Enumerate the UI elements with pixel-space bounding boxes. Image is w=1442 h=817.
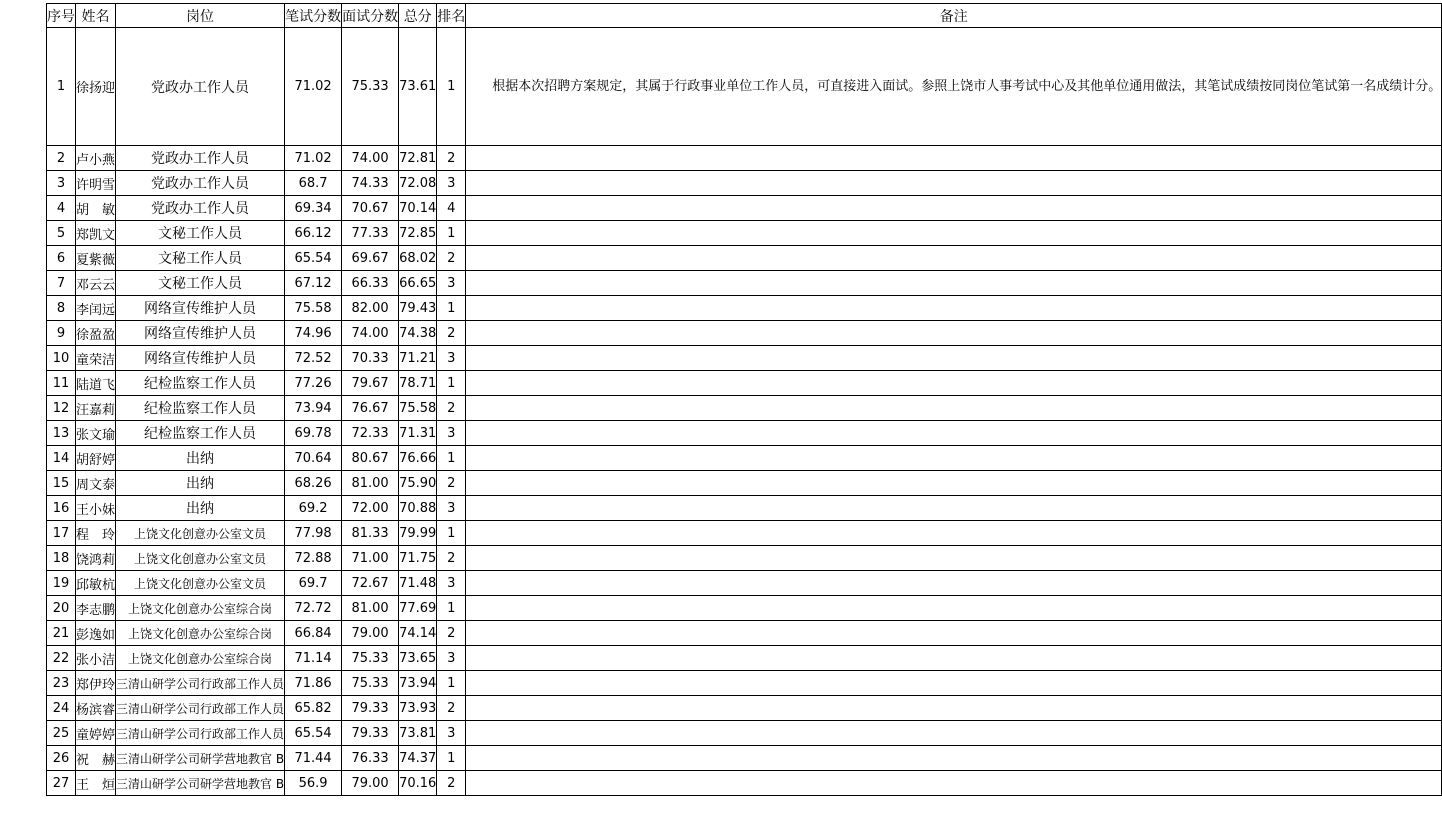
interview-score-cell: 72.00 [342, 496, 399, 521]
total-score-cell: 75.58 [399, 396, 437, 421]
table-row [47, 421, 1442, 446]
total-score-cell: 73.61 [399, 28, 437, 146]
position-cell: 文秘工作人员 [116, 246, 285, 271]
position-cell: 党政办工作人员 [116, 146, 285, 171]
position-cell: 党政办工作人员 [116, 171, 285, 196]
seq-cell: 18 [47, 546, 76, 571]
table-row [47, 171, 1442, 196]
interview-score-cell: 75.33 [342, 671, 399, 696]
name-cell: 彭逸如 [76, 621, 116, 646]
seq-cell: 4 [47, 196, 76, 221]
seq-cell: 15 [47, 471, 76, 496]
interview-score-cell: 79.33 [342, 696, 399, 721]
empty-note-cell [466, 771, 1442, 796]
total-score-cell: 71.75 [399, 546, 437, 571]
empty-note-cell [466, 496, 1442, 521]
position-cell: 三清山研学公司行政部工作人员 [116, 696, 285, 721]
interview-score-cell: 79.33 [342, 721, 399, 746]
written-score-cell: 71.86 [285, 671, 342, 696]
table-row [47, 771, 1442, 796]
rank-cell: 2 [437, 246, 466, 271]
written-score-cell: 72.72 [285, 596, 342, 621]
position-cell: 上饶文化创意办公室综合岗 [116, 596, 285, 621]
total-score-cell: 73.94 [399, 671, 437, 696]
total-score-cell: 71.31 [399, 421, 437, 446]
header-rank: 排名 [437, 4, 466, 28]
rank-cell: 3 [437, 346, 466, 371]
position-cell: 出纳 [116, 446, 285, 471]
table-row [47, 371, 1442, 396]
written-score-cell: 73.94 [285, 396, 342, 421]
rank-cell: 3 [437, 171, 466, 196]
written-score-cell: 75.58 [285, 296, 342, 321]
rank-cell: 1 [437, 371, 466, 396]
total-score-cell: 66.65 [399, 271, 437, 296]
header-seq: 序号 [47, 4, 76, 28]
position-cell: 出纳 [116, 496, 285, 521]
interview-score-cell: 80.67 [342, 446, 399, 471]
table-row [47, 446, 1442, 471]
rank-cell: 1 [437, 521, 466, 546]
empty-note-cell [466, 321, 1442, 346]
interview-score-cell: 76.67 [342, 396, 399, 421]
interview-score-cell: 81.00 [342, 596, 399, 621]
header-total: 总分 [399, 4, 437, 28]
position-cell: 上饶文化创意办公室文员 [116, 521, 285, 546]
rank-cell: 3 [437, 571, 466, 596]
interview-score-cell: 75.33 [342, 646, 399, 671]
table-row [47, 521, 1442, 546]
rank-cell: 2 [437, 471, 466, 496]
position-cell: 网络宣传维护人员 [116, 296, 285, 321]
total-score-cell: 72.81 [399, 146, 437, 171]
written-score-cell: 70.64 [285, 446, 342, 471]
total-score-cell: 77.69 [399, 596, 437, 621]
position-cell: 党政办工作人员 [116, 28, 285, 146]
rank-cell: 2 [437, 396, 466, 421]
empty-note-cell [466, 246, 1442, 271]
total-score-cell: 73.65 [399, 646, 437, 671]
table-row [47, 646, 1442, 671]
position-cell: 文秘工作人员 [116, 271, 285, 296]
rank-cell: 3 [437, 271, 466, 296]
table-row [47, 746, 1442, 771]
name-cell: 祝 赫 [76, 746, 116, 771]
rank-cell: 1 [437, 28, 466, 146]
name-cell: 周文泰 [76, 471, 116, 496]
seq-cell: 24 [47, 696, 76, 721]
interview-score-cell: 72.67 [342, 571, 399, 596]
position-cell: 纪检监察工作人员 [116, 371, 285, 396]
total-score-cell: 68.02 [399, 246, 437, 271]
empty-note-cell [466, 696, 1442, 721]
position-cell: 上饶文化创意办公室综合岗 [116, 646, 285, 671]
name-cell: 童荣洁 [76, 346, 116, 371]
total-score-cell: 70.88 [399, 496, 437, 521]
total-score-cell: 70.16 [399, 771, 437, 796]
interview-score-cell: 70.33 [342, 346, 399, 371]
name-cell: 张小洁 [76, 646, 116, 671]
written-score-cell: 66.84 [285, 621, 342, 646]
table-row [47, 571, 1442, 596]
interview-score-cell: 75.33 [342, 28, 399, 146]
written-score-cell: 67.12 [285, 271, 342, 296]
name-cell: 杨滨睿 [76, 696, 116, 721]
header-name: 姓名 [76, 4, 116, 28]
interview-score-cell: 81.00 [342, 471, 399, 496]
empty-note-cell [466, 446, 1442, 471]
empty-note-cell [466, 721, 1442, 746]
name-cell: 邓云云 [76, 271, 116, 296]
written-score-cell: 66.12 [285, 221, 342, 246]
interview-score-cell: 79.00 [342, 771, 399, 796]
empty-note-cell [466, 421, 1442, 446]
name-cell: 徐盈盈 [76, 321, 116, 346]
position-cell: 上饶文化创意办公室文员 [116, 546, 285, 571]
seq-cell: 2 [47, 146, 76, 171]
table-row [47, 596, 1442, 621]
position-cell: 上饶文化创意办公室文员 [116, 571, 285, 596]
name-cell: 徐扬迎 [76, 28, 116, 146]
interview-score-cell: 79.00 [342, 621, 399, 646]
written-score-cell: 69.34 [285, 196, 342, 221]
interview-score-cell: 66.33 [342, 271, 399, 296]
table-row [47, 221, 1442, 246]
written-score-cell: 65.82 [285, 696, 342, 721]
rank-cell: 3 [437, 646, 466, 671]
rank-cell: 1 [437, 671, 466, 696]
table-body [47, 28, 1442, 796]
rank-cell: 1 [437, 446, 466, 471]
empty-note-cell [466, 271, 1442, 296]
total-score-cell: 71.48 [399, 571, 437, 596]
total-score-cell: 71.21 [399, 346, 437, 371]
name-cell: 卢小燕 [76, 146, 116, 171]
rank-cell: 2 [437, 146, 466, 171]
table-row [47, 621, 1442, 646]
header-written: 笔试分数 [285, 4, 342, 28]
interview-score-cell: 76.33 [342, 746, 399, 771]
seq-cell: 17 [47, 521, 76, 546]
empty-note-cell [466, 346, 1442, 371]
seq-cell: 5 [47, 221, 76, 246]
seq-cell: 19 [47, 571, 76, 596]
interview-score-cell: 77.33 [342, 221, 399, 246]
seq-cell: 10 [47, 346, 76, 371]
written-score-cell: 56.9 [285, 771, 342, 796]
written-score-cell: 69.2 [285, 496, 342, 521]
empty-note-cell [466, 171, 1442, 196]
interview-score-cell: 71.00 [342, 546, 399, 571]
position-cell: 纪检监察工作人员 [116, 421, 285, 446]
rank-cell: 2 [437, 696, 466, 721]
total-score-cell: 74.38 [399, 321, 437, 346]
total-score-cell: 75.90 [399, 471, 437, 496]
name-cell: 邱敏杭 [76, 571, 116, 596]
name-cell: 程 玲 [76, 521, 116, 546]
written-score-cell: 68.7 [285, 171, 342, 196]
seq-cell: 3 [47, 171, 76, 196]
table-row [47, 671, 1442, 696]
interview-score-cell: 74.00 [342, 321, 399, 346]
table-row [47, 471, 1442, 496]
rank-cell: 4 [437, 196, 466, 221]
empty-note-cell [466, 471, 1442, 496]
name-cell: 张文瑜 [76, 421, 116, 446]
position-cell: 纪检监察工作人员 [116, 396, 285, 421]
name-cell: 郑伊玲 [76, 671, 116, 696]
written-score-cell: 71.14 [285, 646, 342, 671]
table-row [47, 271, 1442, 296]
seq-cell: 9 [47, 321, 76, 346]
name-cell: 胡 敏 [76, 196, 116, 221]
empty-note-cell [466, 146, 1442, 171]
empty-note-cell [466, 196, 1442, 221]
written-score-cell: 71.02 [285, 146, 342, 171]
rank-cell: 1 [437, 746, 466, 771]
written-score-cell: 69.78 [285, 421, 342, 446]
interview-score-cell: 74.33 [342, 171, 399, 196]
rank-cell: 1 [437, 221, 466, 246]
interview-score-cell: 70.67 [342, 196, 399, 221]
position-cell: 三清山研学公司研学营地教官 B [116, 771, 285, 796]
table-row [47, 321, 1442, 346]
header-note: 备注 [466, 4, 1442, 28]
seq-cell: 25 [47, 721, 76, 746]
table-row [47, 721, 1442, 746]
table-row [47, 28, 1442, 146]
seq-cell: 26 [47, 746, 76, 771]
written-score-cell: 77.26 [285, 371, 342, 396]
seq-cell: 6 [47, 246, 76, 271]
interview-score-cell: 69.67 [342, 246, 399, 271]
position-cell: 党政办工作人员 [116, 196, 285, 221]
interview-score-cell: 81.33 [342, 521, 399, 546]
written-score-cell: 74.96 [285, 321, 342, 346]
written-score-cell: 77.98 [285, 521, 342, 546]
written-score-cell: 69.7 [285, 571, 342, 596]
seq-cell: 8 [47, 296, 76, 321]
position-cell: 网络宣传维护人员 [116, 346, 285, 371]
total-score-cell: 74.14 [399, 621, 437, 646]
total-score-cell: 73.81 [399, 721, 437, 746]
rank-cell: 3 [437, 496, 466, 521]
seq-cell: 21 [47, 621, 76, 646]
seq-cell: 11 [47, 371, 76, 396]
rank-cell: 1 [437, 596, 466, 621]
seq-cell: 27 [47, 771, 76, 796]
position-cell: 上饶文化创意办公室综合岗 [116, 621, 285, 646]
seq-cell: 1 [47, 28, 76, 146]
written-score-cell: 72.52 [285, 346, 342, 371]
seq-cell: 12 [47, 396, 76, 421]
header-position: 岗位 [116, 4, 285, 28]
empty-note-cell [466, 371, 1442, 396]
name-cell: 王小妹 [76, 496, 116, 521]
seq-cell: 23 [47, 671, 76, 696]
empty-note-cell [466, 596, 1442, 621]
name-cell: 郑凯文 [76, 221, 116, 246]
empty-note-cell [466, 671, 1442, 696]
name-cell: 胡舒婷 [76, 446, 116, 471]
position-cell: 三清山研学公司行政部工作人员 [116, 721, 285, 746]
written-score-cell: 65.54 [285, 246, 342, 271]
table-row [47, 696, 1442, 721]
name-cell: 许明雪 [76, 171, 116, 196]
position-cell: 出纳 [116, 471, 285, 496]
total-score-cell: 78.71 [399, 371, 437, 396]
results-table [46, 3, 1442, 796]
seq-cell: 20 [47, 596, 76, 621]
interview-score-cell: 74.00 [342, 146, 399, 171]
empty-note-cell [466, 546, 1442, 571]
total-score-cell: 79.99 [399, 521, 437, 546]
rank-cell: 2 [437, 771, 466, 796]
note-cell: 根据本次招聘方案规定，其属于行政事业单位工作人员，可直接进入面试。参照上饶市人事考试中心及其他单位通用做法，其笔试成绩按同岗位笔试第一名成绩计分。 [466, 28, 1442, 146]
name-cell: 童婷婷 [76, 721, 116, 746]
header-interview: 面试分数 [342, 4, 399, 28]
total-score-cell: 79.43 [399, 296, 437, 321]
table-row [47, 146, 1442, 171]
rank-cell: 2 [437, 546, 466, 571]
empty-note-cell [466, 571, 1442, 596]
header-row [47, 4, 1442, 28]
rank-cell: 3 [437, 721, 466, 746]
position-cell: 文秘工作人员 [116, 221, 285, 246]
rank-cell: 3 [437, 421, 466, 446]
written-score-cell: 72.88 [285, 546, 342, 571]
interview-score-cell: 82.00 [342, 296, 399, 321]
table-row [47, 546, 1442, 571]
interview-score-cell: 79.67 [342, 371, 399, 396]
position-cell: 网络宣传维护人员 [116, 321, 285, 346]
seq-cell: 14 [47, 446, 76, 471]
table-row [47, 396, 1442, 421]
seq-cell: 7 [47, 271, 76, 296]
seq-cell: 16 [47, 496, 76, 521]
table-row [47, 246, 1442, 271]
empty-note-cell [466, 296, 1442, 321]
position-cell: 三清山研学公司研学营地教官 B [116, 746, 285, 771]
empty-note-cell [466, 396, 1442, 421]
empty-note-cell [466, 221, 1442, 246]
total-score-cell: 72.85 [399, 221, 437, 246]
name-cell: 汪嘉莉 [76, 396, 116, 421]
written-score-cell: 68.26 [285, 471, 342, 496]
written-score-cell: 71.02 [285, 28, 342, 146]
name-cell: 李志鹏 [76, 596, 116, 621]
interview-score-cell: 72.33 [342, 421, 399, 446]
name-cell: 饶鸿莉 [76, 546, 116, 571]
total-score-cell: 74.37 [399, 746, 437, 771]
total-score-cell: 72.08 [399, 171, 437, 196]
table-row [47, 296, 1442, 321]
total-score-cell: 76.66 [399, 446, 437, 471]
empty-note-cell [466, 521, 1442, 546]
written-score-cell: 71.44 [285, 746, 342, 771]
written-score-cell: 65.54 [285, 721, 342, 746]
name-cell: 夏紫薇 [76, 246, 116, 271]
seq-cell: 13 [47, 421, 76, 446]
empty-note-cell [466, 621, 1442, 646]
name-cell: 王 烜 [76, 771, 116, 796]
empty-note-cell [466, 746, 1442, 771]
position-cell: 三清山研学公司行政部工作人员 [116, 671, 285, 696]
rank-cell: 2 [437, 321, 466, 346]
table-row [47, 496, 1442, 521]
total-score-cell: 73.93 [399, 696, 437, 721]
rank-cell: 1 [437, 296, 466, 321]
rank-cell: 2 [437, 621, 466, 646]
name-cell: 陆道飞 [76, 371, 116, 396]
table-row [47, 196, 1442, 221]
name-cell: 李闰远 [76, 296, 116, 321]
seq-cell: 22 [47, 646, 76, 671]
table-row [47, 346, 1442, 371]
empty-note-cell [466, 646, 1442, 671]
total-score-cell: 70.14 [399, 196, 437, 221]
